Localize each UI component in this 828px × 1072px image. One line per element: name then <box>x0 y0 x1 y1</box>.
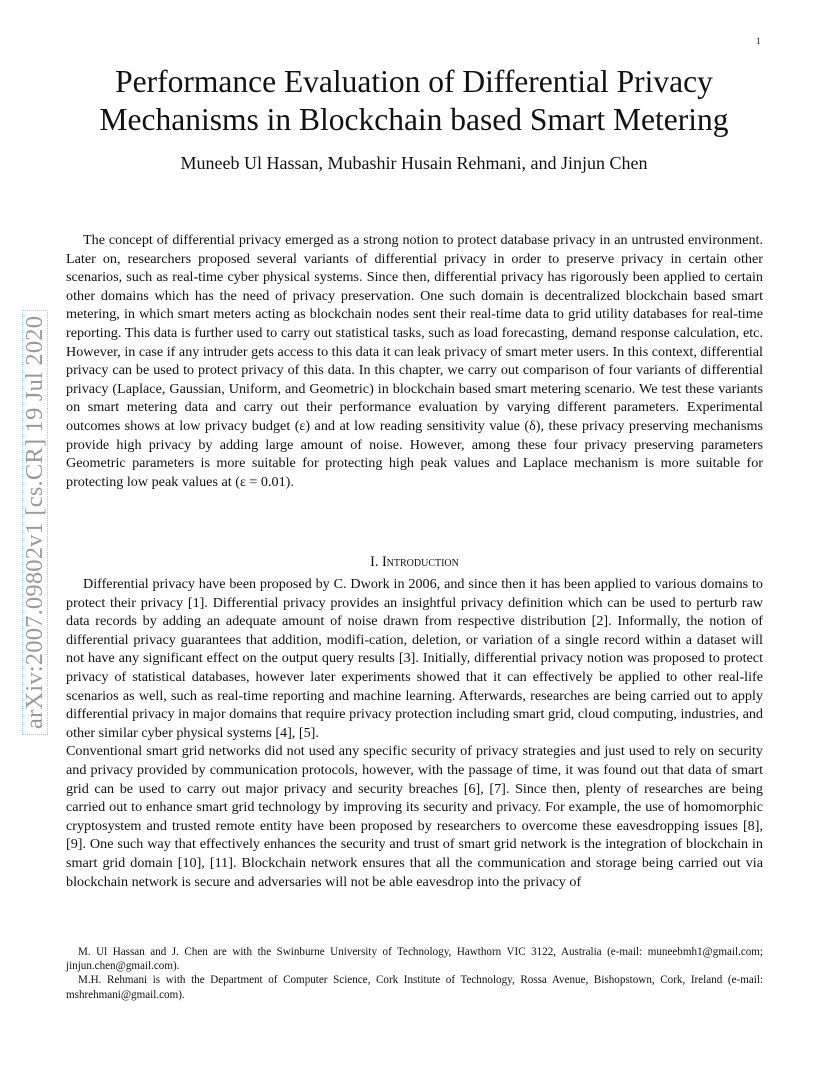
footnotes <box>66 945 763 1002</box>
introduction-body <box>66 575 763 891</box>
page-number: 1 <box>756 36 761 46</box>
intro-paragraph: Differential privacy have been proposed by C. Dwork in 2006, and since then it has been applied to various domains to protect their privacy [1]. Differential privacy provides an insightful privacy definition which can be used to perturb raw data records by adding an adequate amount of noise drawn from respective distribution [2]. Informally, the notion of differential privacy guarantees that addition, modifi-cation, deletion, or variation of a single record within a dataset will not have any significant effect on the output query results [3]. Initially, differential privacy notion was proposed to protect privacy of statistical databases, however later experiments showed that it can effectively be applied to other real-life scenarios as well, such as real-time reporting and machine learning. Afterwards, researches are being carried out to apply differential privacy in major domains that require privacy protection including smart grid, cloud computing, industries, and other similar cyber physical systems [4], [5]. <box>66 576 763 741</box>
footnote-affiliation: M. Ul Hassan and J. Chen are with the Swinburne University of Technology, Hawthorn VIC 3122, Australia (e-mail: muneebmh1@gmail.com; jinjun.chen@gmail.com). <box>66 946 763 973</box>
intro-paragraph: Conventional smart grid networks did not used any specific security of privacy strategies and just used to rely on security and privacy provided by communication protocols, however, with the passage of time, it was found out that data of smart grid can be used to carry out major privacy and security breaches [6], [7]. Since then, plenty of researches are being carried out to enhance smart grid technology by improving its security and privacy. For example, the use of homomorphic cryptosystem and trusted remote entity have been proposed by researchers to overcome these eavesdropping issues [8], [9]. One such way that effectively enhances the security and trust of smart grid network is the integration of blockchain in smart grid domain [10], [11]. Blockchain network ensures that all the communication and storage being carried out via blockchain network is secure and adversaries will not be able eavesdrop into the privacy of <box>66 743 763 890</box>
section-number: I. <box>370 554 379 570</box>
footnote-affiliation: M.H. Rehmani is with the Department of Computer Science, Cork Institute of Technology, Rossa Avenue, Bishopstown, Cork, Ireland (e-mail: mshrehmani@gmail.com). <box>66 974 763 1001</box>
author-list: Muneeb Ul Hassan, Mubashir Husain Rehmani, and Jinjun Chen <box>180 153 648 173</box>
arxiv-identifier-stamp[interactable]: arXiv:2007.09802v1 [cs.CR] 19 Jul 2020 <box>22 310 48 735</box>
section-title: Introduction <box>381 554 459 570</box>
paper-title: Performance Evaluation of Differential Privacy Mechanisms in Blockchain based Smart Metering <box>99 64 729 137</box>
abstract: The concept of differential privacy emerged as a strong notion to protect database privacy in an untrusted environment. Later on, researchers proposed several variants of differential privacy in order to preserve privacy in certain other scenarios, such as real-time cyber physical systems. Since then, differential privacy has rigorously been applied to certain other domains which has the need of privacy preservation. One such domain is decentralized blockchain based smart metering, in which smart meters acting as blockchain nodes sent their real-time data to grid utility databases for real-time reporting. This data is further used to carry out statistical tasks, such as load forecasting, demand response calculation, etc. However, in case if any intruder gets access to this data it can leak privacy of smart meter users. In this context, differential privacy can be used to protect privacy of this data. In this chapter, we carry out comparison of four variants of differential privacy (Laplace, Gaussian, Uniform, and Geometric) in blockchain based smart metering scenario. We test these variants on smart metering data and carry out their performance evaluation by varying different parameters. Experimental outcomes shows at low privacy budget (ε) and at low reading sensitivity value (δ), these privacy preserving mechanisms provide high privacy by adding large amount of noise. However, among these four privacy preserving parameters Geometric parameters is more suitable for protecting high peak values and Laplace mechanism is more suitable for protecting low peak values at (ε = 0.01). <box>66 232 763 490</box>
section-heading-introduction <box>66 553 763 571</box>
